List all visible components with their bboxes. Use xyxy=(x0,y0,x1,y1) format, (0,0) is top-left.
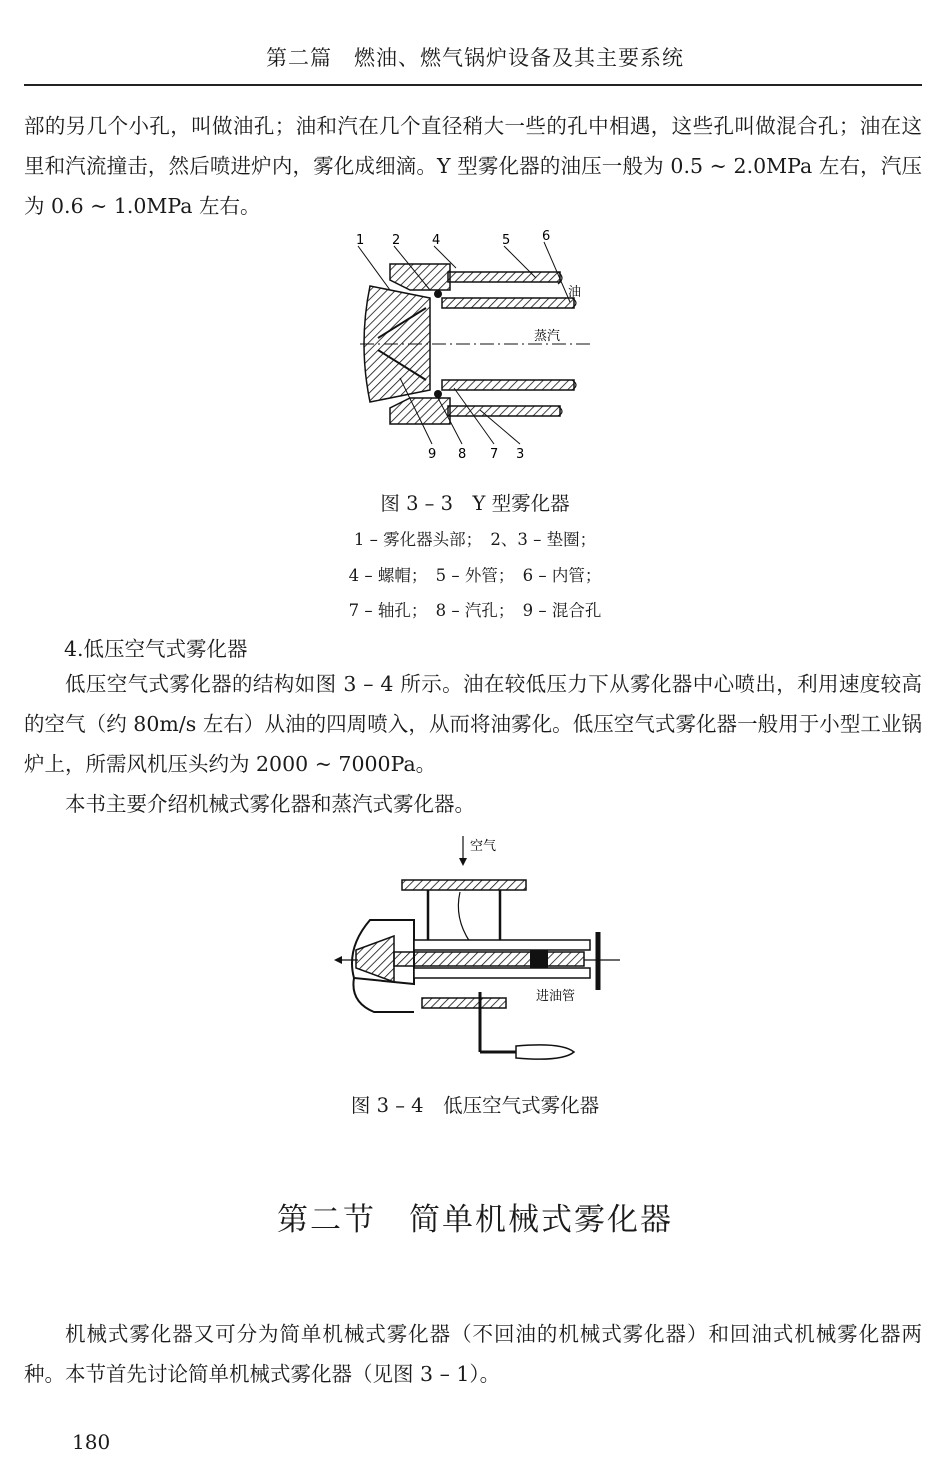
section-title: 第二节 简单机械式雾化器 xyxy=(277,1202,673,1238)
figure-3-3-legend-line-2: 4 – 螺帽； 5 – 外管； 6 – 内管； xyxy=(348,566,602,585)
seal-lower xyxy=(434,390,442,398)
callout-9: 9 xyxy=(428,447,437,462)
inner-pipe-bottom xyxy=(442,380,574,390)
header-rule xyxy=(24,84,922,86)
running-header: 第二篇 燃油、燃气锅炉设备及其主要系统 xyxy=(266,46,684,70)
paragraph-y-atomizer-continued: 部的另几个小孔，叫做油孔；油和汽在几个直径稍大一些的孔中相遇，这些孔叫做混合孔；油在这里和汽流撞击，然后喷进炉内，雾化成细滴。Y 型雾化器的油压一般为 0.5 ~ 2.0MPa 左右，汽压为 0.6 ~ 1.0MPa 左右。 xyxy=(24,114,922,218)
seal-upper xyxy=(434,290,442,298)
oil-tube xyxy=(394,952,584,966)
callout-3: 3 xyxy=(516,447,525,462)
label-oil: 油 xyxy=(568,285,582,300)
nozzle xyxy=(356,936,394,982)
y-atomizer-drawing xyxy=(330,228,620,468)
label-oil-inlet-pipe: 进油管 xyxy=(536,989,576,1004)
callout-2: 2 xyxy=(392,233,401,248)
label-steam: 蒸汽 xyxy=(534,329,561,344)
callout-4: 4 xyxy=(432,233,441,248)
page-number: 180 xyxy=(72,1430,111,1454)
callout-5: 5 xyxy=(502,233,511,248)
subheading-low-pressure-air-atomizer: 4.低压空气式雾化器 xyxy=(64,637,248,661)
paragraph-mechanical-atomizers: 机械式雾化器又可分为简单机械式雾化器（不回油的机械式雾化器）和回油式机械雾化器两种。本节首先讨论简单机械式雾化器（见图 3 – 1）。 xyxy=(24,1322,922,1386)
outer-pipe-bottom xyxy=(448,406,560,416)
paragraph-low-pressure-air: 低压空气式雾化器的结构如图 3 – 4 所示。油在较低压力下从雾化器中心喷出，利用速度较高的空气（约 80m/s 左右）从油的四周喷入，从而将油雾化。低压空气式雾化器一般用于小型工业锅炉上，所需风机压头约为 2000 ~ 7000Pa。 xyxy=(24,672,922,776)
figure-3-3-legend-line-1: 1 – 雾化器头部； 2、3 – 垫圈； xyxy=(353,530,597,549)
callout-8: 8 xyxy=(458,447,467,462)
figure-3-4-caption: 图 3 – 4 低压空气式雾化器 xyxy=(350,1094,600,1117)
figure-3-3-caption: 图 3 – 3 Y 型雾化器 xyxy=(380,492,570,515)
callout-6: 6 xyxy=(542,229,551,244)
label-air: 空气 xyxy=(470,839,497,854)
figure-low-pressure-air-atomizer xyxy=(330,828,630,1068)
callout-7: 7 xyxy=(490,447,499,462)
callout-1: 1 xyxy=(356,233,365,248)
figure-y-type-atomizer xyxy=(330,228,620,468)
air-atomizer-drawing xyxy=(330,828,630,1068)
outer-pipe-top xyxy=(448,272,560,282)
inner-pipe-top xyxy=(442,298,574,308)
figure-3-3-legend-line-3: 7 – 轴孔； 8 – 汽孔； 9 – 混合孔 xyxy=(348,601,602,620)
air-flange xyxy=(402,880,526,890)
paragraph-book-scope: 本书主要介绍机械式雾化器和蒸汽式雾化器。 xyxy=(65,792,475,816)
